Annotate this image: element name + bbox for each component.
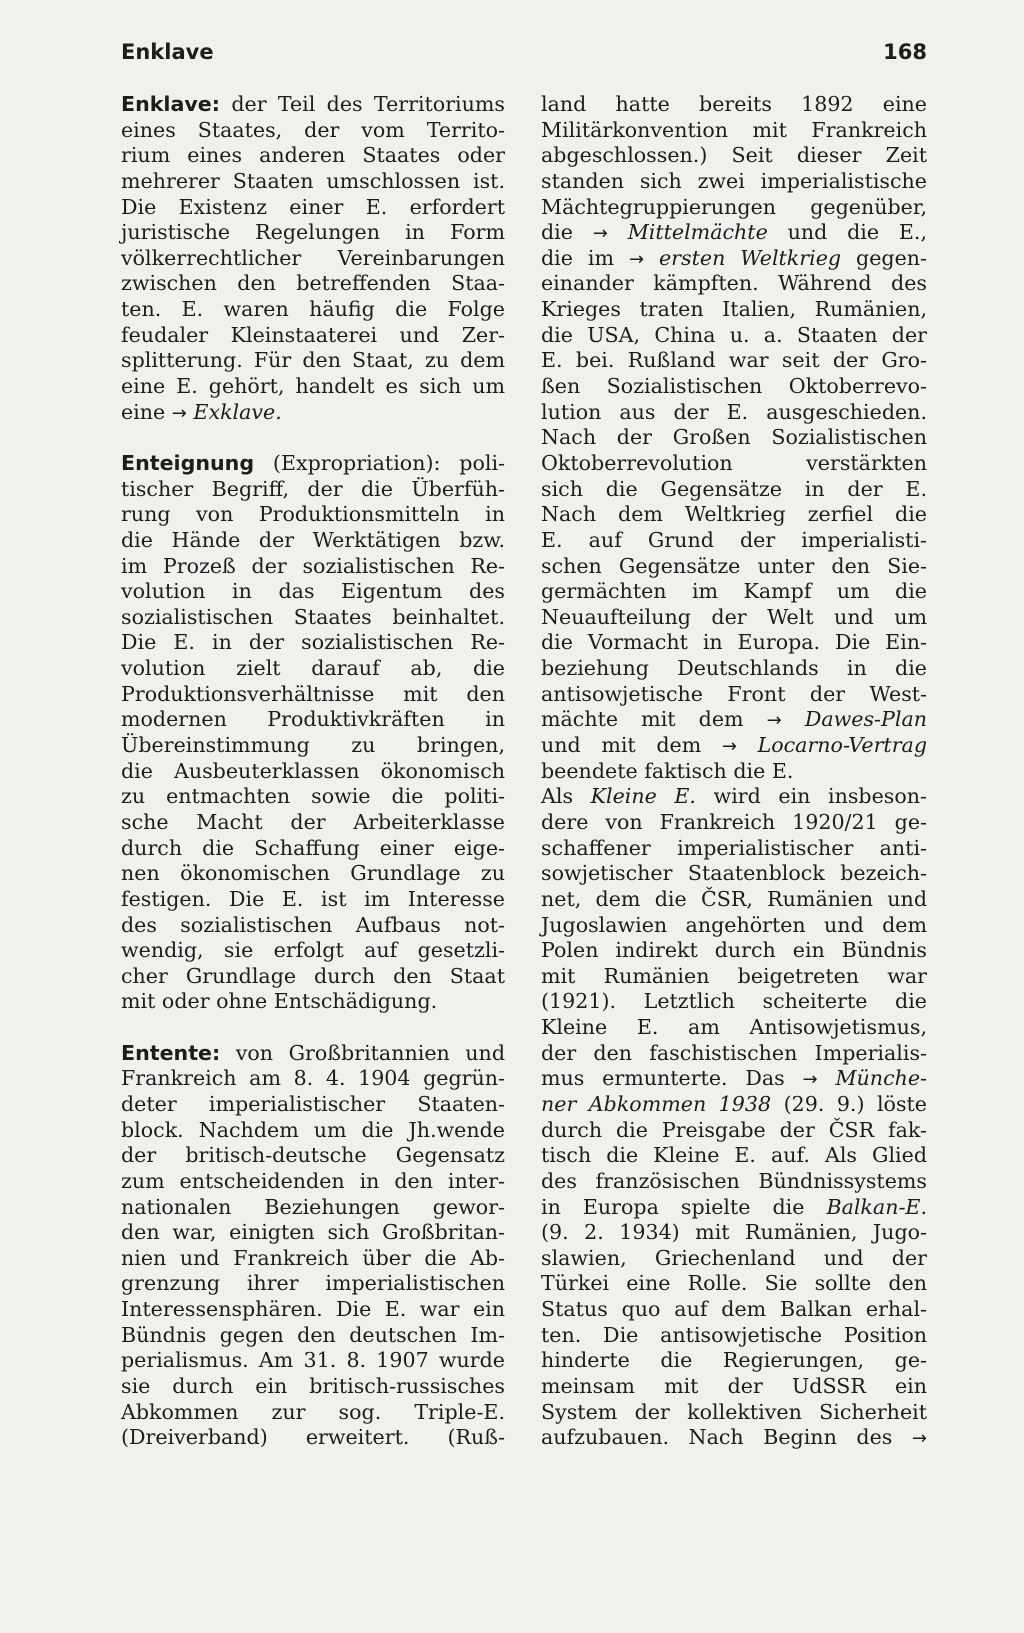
text-line: mus ermunterte. Das → Münche-	[541, 1066, 928, 1091]
text-line: antisowjetische Front der West-	[541, 681, 927, 706]
entry-enklave	[121, 92, 505, 425]
text-line: Status quo auf dem Balkan erhal-	[541, 1297, 927, 1322]
text-line: zwischen den betreffenden Staa-	[121, 271, 505, 296]
right-column	[541, 92, 927, 1451]
text-line: der britisch-deutsche Gegensatz	[121, 1143, 505, 1168]
text-line: und mit dem → Locarno-Vertrag	[541, 733, 928, 758]
entry-term: Enteignung	[121, 450, 255, 475]
text-line: rung von Produktionsmitteln in	[121, 502, 505, 527]
entry-enteignung	[121, 451, 505, 1015]
text-line: (1921). Letztlich scheiterte die	[541, 989, 927, 1014]
text-line: volution zielt darauf ab, die	[121, 656, 505, 681]
text-line: Die E. in der sozialistischen Re-	[121, 630, 505, 655]
text-line: des französischen Bündnissystems	[541, 1168, 927, 1193]
text-line: rium eines anderen Staates oder	[121, 143, 505, 168]
text-line: modernen Produktivkräften in	[121, 707, 505, 732]
text-line: (9. 2. 1934) mit Rumänien, Jugo-	[541, 1220, 927, 1245]
text-line: im Prozeß der sozialistischen Re-	[121, 553, 505, 578]
text-line: nien und Frankreich über die Ab-	[121, 1245, 505, 1270]
text-line: einander kämpften. Während des	[541, 271, 927, 296]
text-line: juristische Regelungen in Form	[121, 220, 505, 245]
text-line: System der kollektiven Sicherheit	[541, 1399, 927, 1424]
cross-reference-arrow-icon: →	[171, 402, 187, 424]
left-column	[121, 92, 505, 1451]
text-line: zum entscheidenden in den inter-	[121, 1168, 505, 1193]
text-line: eine E. gehört, handelt es sich um	[121, 374, 505, 399]
text-line: in Europa spielte die Balkan-E.	[541, 1194, 927, 1219]
emphasis: Kleine E.	[590, 784, 696, 809]
text-line: schen Gegensätze unter den Sie-	[541, 553, 927, 578]
text-line: sowjetischer Staatenblock bezeich-	[541, 861, 927, 886]
text-line: schaffener imperialistischer anti-	[541, 835, 927, 860]
text-line: Türkei eine Rolle. Sie sollte den	[541, 1271, 927, 1296]
cross-reference: Locarno-Vertrag	[757, 733, 928, 758]
text-line: wendig, sie erfolgt auf gesetzli-	[121, 938, 505, 963]
text-line: Oktoberrevolution verstärkten	[541, 450, 927, 475]
text-line: dere von Frankreich 1920/21 ge-	[541, 809, 927, 834]
text-line: standen sich zwei imperialistische	[541, 168, 927, 193]
text-line: mit oder ohne Entschädigung.	[121, 989, 438, 1014]
emphasis: Balkan-E.	[826, 1194, 927, 1219]
cross-reference: ersten Weltkrieg	[659, 245, 842, 270]
text-line: Enteignung (Expropriation): poli-	[121, 450, 505, 475]
text-line: mehrerer Staaten umschlossen ist.	[121, 168, 505, 193]
cross-reference-arrow-icon: →	[766, 710, 782, 732]
text-line: grenzung ihrer imperialistischen	[121, 1271, 505, 1296]
text-line: Interessensphären. Die E. war ein	[121, 1297, 505, 1322]
entry-term: Enklave:	[121, 92, 221, 116]
text-line: nationalen Beziehungen gewor-	[121, 1194, 505, 1219]
text-line: des sozialistischen Aufbaus not-	[121, 912, 505, 937]
text-line: meinsam mit der UdSSR ein	[541, 1374, 927, 1399]
text-line: beendete faktisch die E.	[541, 758, 794, 783]
cross-reference: Exklave.	[193, 399, 282, 424]
text-line: Produktionsverhältnisse mit den	[121, 681, 505, 706]
text-line: Übereinstimmung zu bringen,	[121, 733, 505, 758]
text-line: eines Staates, der vom Territo-	[121, 117, 505, 142]
text-line: völkerrechtlicher Vereinbarungen	[121, 245, 505, 270]
text-line: Enklave: der Teil des Territoriums	[121, 92, 505, 116]
text-line: aufzubauen. Nach Beginn des →	[541, 1425, 927, 1450]
text-line: die USA, China u. a. Staaten der	[541, 322, 927, 347]
cross-reference-arrow-icon: →	[802, 1069, 818, 1091]
text-line: eine → Exklave.	[121, 399, 282, 424]
running-head: Enklave	[121, 40, 214, 64]
text-line: die Hände der Werktätigen bzw.	[121, 527, 505, 552]
text-line: hinderte die Regierungen, ge-	[541, 1348, 927, 1373]
text-line: durch die Schaffung einer eige-	[121, 835, 505, 860]
cross-reference: Münche-	[835, 1066, 928, 1091]
text-line: Bündnis gegen den deutschen Im-	[121, 1322, 505, 1347]
text-line: Nach der Großen Sozialistischen	[541, 425, 927, 450]
text-line: deter imperialistischer Staaten-	[121, 1091, 505, 1116]
text-line: Neuaufteilung der Welt und um	[541, 604, 927, 629]
text-line: (Dreiverband) erweitert. (Ruß-	[121, 1425, 505, 1450]
text-line: sie durch ein britisch-russisches	[121, 1374, 505, 1399]
text-line: Die Existenz einer E. erfordert	[121, 194, 505, 219]
text-line: sozialistischen Staates beinhaltet.	[121, 604, 505, 629]
text-line: perialismus. Am 31. 8. 1907 wurde	[121, 1348, 505, 1373]
text-line: den war, einigten sich Großbritan-	[121, 1220, 505, 1245]
text-line: die im → ersten Weltkrieg gegen-	[541, 245, 927, 270]
cross-reference-arrow-icon: →	[911, 1428, 927, 1450]
text-line: Als Kleine E. wird ein insbeson-	[541, 784, 927, 809]
text-line: ten. Die antisowjetische Position	[541, 1322, 927, 1347]
entry-term: Entente:	[121, 1040, 221, 1065]
text-line: germächten im Kampf um die	[541, 579, 927, 604]
text-line: ßen Sozialistischen Oktoberrevo-	[541, 374, 927, 399]
text-line: der den faschistischen Imperialis-	[541, 1040, 927, 1065]
text-line: Krieges traten Italien, Rumänien,	[541, 297, 927, 322]
text-line: die Vormacht in Europa. Die Ein-	[541, 630, 927, 655]
text-line: mit Rumänien beigetreten war	[541, 963, 927, 988]
text-line: sche Macht der Arbeiterklasse	[121, 809, 505, 834]
cross-reference: Mittelmächte	[627, 220, 768, 245]
page-header	[121, 40, 927, 74]
text-line: ner Abkommen 1938 (29. 9.) löste	[541, 1091, 927, 1116]
text-line: splitterung. Für den Staat, zu dem	[121, 348, 505, 373]
text-line: festigen. Die E. ist im Interesse	[121, 886, 505, 911]
cross-reference-arrow-icon: →	[721, 736, 737, 758]
entry-entente	[121, 1041, 505, 1451]
text-line: nen ökonomischen Grundlage zu	[121, 861, 505, 886]
text-line: Entente: von Großbritannien und	[121, 1040, 505, 1065]
text-line: block. Nachdem um die Jh.wende	[121, 1117, 505, 1142]
text-line: E. auf Grund der imperialisti-	[541, 527, 927, 552]
text-line: volution in das Eigentum des	[121, 579, 505, 604]
text-line: net, dem die ČSR, Rumänien und	[541, 886, 927, 911]
cross-reference: ner Abkommen 1938	[541, 1091, 772, 1116]
text-line: cher Grundlage durch den Staat	[121, 963, 505, 988]
text-line: land hatte bereits 1892 eine	[541, 92, 927, 116]
text-line: feudaler Kleinstaaterei und Zer-	[121, 322, 505, 347]
text-line: Kleine E. am Antisowjetismus,	[541, 1015, 927, 1040]
cross-reference-arrow-icon: →	[592, 223, 608, 245]
text-line: ten. E. waren häufig die Folge	[121, 297, 505, 322]
cross-reference-arrow-icon: →	[628, 248, 645, 270]
cross-reference: Dawes-Plan	[804, 707, 927, 732]
text-line: Nach dem Weltkrieg zerfiel die	[541, 502, 927, 527]
text-line: Mächtegruppierungen gegenüber,	[541, 194, 927, 219]
text-line: sich die Gegensätze in der E.	[541, 476, 927, 501]
text-line: Abkommen zur sog. Triple-E.	[121, 1399, 505, 1424]
text-line: slawien, Griechenland und der	[541, 1245, 927, 1270]
text-line: zu entmachten sowie die politi-	[121, 784, 505, 809]
text-line: E. bei. Rußland war seit der Gro-	[541, 348, 927, 373]
text-line: Jugoslawien angehörten und dem	[541, 912, 927, 937]
text-line: beziehung Deutschlands in die	[541, 656, 927, 681]
text-line: durch die Preisgabe der ČSR fak-	[541, 1117, 927, 1142]
page-number: 168	[883, 40, 927, 64]
text-line: Militärkonvention mit Frankreich	[541, 117, 927, 142]
text-line: abgeschlossen.) Seit dieser Zeit	[541, 143, 927, 168]
text-line: lution aus der E. ausgeschieden.	[541, 399, 927, 424]
text-line: tischer Begriff, der die Überfüh-	[121, 476, 505, 501]
text-line: die Ausbeuterklassen ökonomisch	[121, 758, 505, 783]
text-line: tisch die Kleine E. auf. Als Glied	[541, 1143, 927, 1168]
text-line: Frankreich am 8. 4. 1904 gegrün-	[121, 1066, 505, 1091]
text-line: die → Mittelmächte und die E.,	[541, 220, 927, 245]
text-line: Polen indirekt durch ein Bündnis	[541, 938, 927, 963]
text-line: mächte mit dem → Dawes-Plan	[541, 707, 927, 732]
